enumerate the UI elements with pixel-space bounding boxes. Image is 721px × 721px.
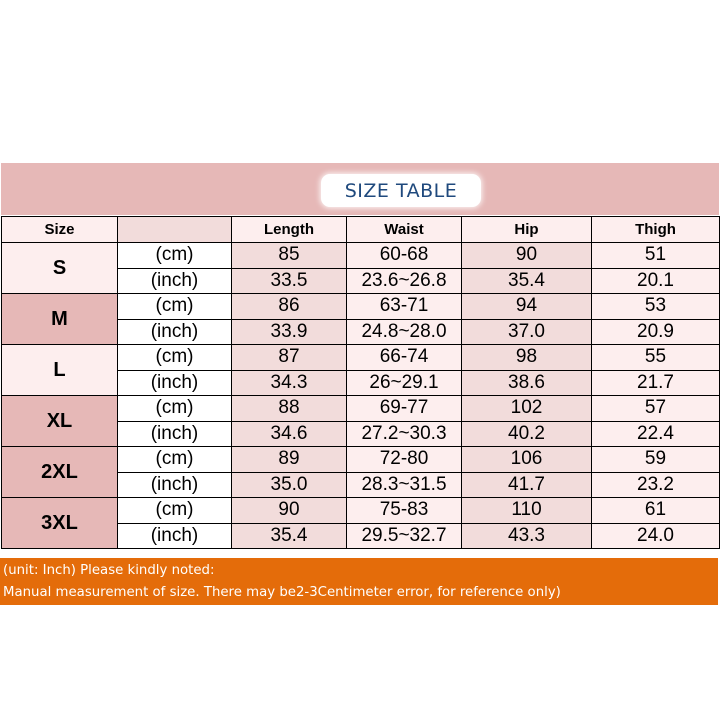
note-line-2: Manual measurement of size. There may be2-3Centimeter error, for reference only) — [3, 585, 561, 600]
measurement-cell: 53 — [592, 294, 720, 320]
measurement-cell: 86 — [232, 294, 347, 320]
table-row — [2, 498, 720, 524]
measurement-cell: 34.6 — [232, 421, 347, 447]
measurement-cell: 106 — [462, 447, 592, 473]
table-row — [2, 447, 720, 473]
header-row — [2, 217, 720, 243]
measurement-cell: 20.1 — [592, 268, 720, 294]
measurement-cell: 69-77 — [347, 396, 462, 422]
measurement-cell: 60-68 — [347, 243, 462, 269]
table-row — [2, 345, 720, 371]
unit-label: (inch) — [118, 472, 232, 498]
table-row — [2, 396, 720, 422]
measurement-cell: 24.0 — [592, 523, 720, 549]
measurement-cell: 23.6~26.8 — [347, 268, 462, 294]
measurement-cell: 40.2 — [462, 421, 592, 447]
table-row — [2, 294, 720, 320]
measurement-cell: 29.5~32.7 — [347, 523, 462, 549]
measurement-cell: 55 — [592, 345, 720, 371]
measurement-cell: 26~29.1 — [347, 370, 462, 396]
measurement-cell: 24.8~28.0 — [347, 319, 462, 345]
measurement-cell: 98 — [462, 345, 592, 371]
measurement-cell: 43.3 — [462, 523, 592, 549]
measurement-cell: 102 — [462, 396, 592, 422]
measurement-cell: 22.4 — [592, 421, 720, 447]
header-hip: Hip — [462, 217, 592, 243]
size-label: M — [2, 294, 118, 345]
measurement-cell: 87 — [232, 345, 347, 371]
unit-label: (inch) — [118, 319, 232, 345]
measurement-cell: 27.2~30.3 — [347, 421, 462, 447]
measurement-cell: 57 — [592, 396, 720, 422]
size-label: L — [2, 345, 118, 396]
size-table — [1, 216, 720, 549]
header-thigh: Thigh — [592, 217, 720, 243]
measurement-cell: 28.3~31.5 — [347, 472, 462, 498]
measurement-cell: 38.6 — [462, 370, 592, 396]
measurement-cell: 33.9 — [232, 319, 347, 345]
size-label: 3XL — [2, 498, 118, 549]
measurement-cell: 37.0 — [462, 319, 592, 345]
note-line-1: (unit: Inch) Please kindly noted: — [3, 563, 215, 578]
measurement-cell: 51 — [592, 243, 720, 269]
unit-label: (cm) — [118, 498, 232, 524]
measurement-cell: 23.2 — [592, 472, 720, 498]
table-row — [2, 243, 720, 269]
measurement-cell: 89 — [232, 447, 347, 473]
unit-label: (cm) — [118, 243, 232, 269]
measurement-cell: 33.5 — [232, 268, 347, 294]
unit-label: (cm) — [118, 345, 232, 371]
measurement-cell: 94 — [462, 294, 592, 320]
measurement-cell: 20.9 — [592, 319, 720, 345]
header-length: Length — [232, 217, 347, 243]
header-unit — [118, 217, 232, 243]
unit-label: (inch) — [118, 370, 232, 396]
measurement-cell: 34.3 — [232, 370, 347, 396]
measurement-cell: 35.4 — [232, 523, 347, 549]
measurement-cell: 35.0 — [232, 472, 347, 498]
measurement-cell: 85 — [232, 243, 347, 269]
size-label: 2XL — [2, 447, 118, 498]
unit-label: (cm) — [118, 447, 232, 473]
unit-label: (inch) — [118, 268, 232, 294]
measurement-cell: 75-83 — [347, 498, 462, 524]
measurement-cell: 90 — [462, 243, 592, 269]
unit-label: (inch) — [118, 421, 232, 447]
size-label: XL — [2, 396, 118, 447]
measurement-cell: 21.7 — [592, 370, 720, 396]
unit-label: (cm) — [118, 294, 232, 320]
measurement-cell: 59 — [592, 447, 720, 473]
measurement-cell: 61 — [592, 498, 720, 524]
size-table-body — [2, 243, 720, 549]
measurement-cell: 66-74 — [347, 345, 462, 371]
measurement-cell: 90 — [232, 498, 347, 524]
measurement-cell: 72-80 — [347, 447, 462, 473]
unit-label: (inch) — [118, 523, 232, 549]
measurement-cell: 88 — [232, 396, 347, 422]
title-badge — [323, 176, 479, 205]
measurement-note — [0, 558, 718, 605]
table-title: SIZE TABLE — [344, 179, 458, 202]
unit-label: (cm) — [118, 396, 232, 422]
measurement-cell: 63-71 — [347, 294, 462, 320]
header-size: Size — [2, 217, 118, 243]
measurement-cell: 110 — [462, 498, 592, 524]
size-label: S — [2, 243, 118, 294]
measurement-cell: 41.7 — [462, 472, 592, 498]
measurement-cell: 35.4 — [462, 268, 592, 294]
header-waist: Waist — [347, 217, 462, 243]
